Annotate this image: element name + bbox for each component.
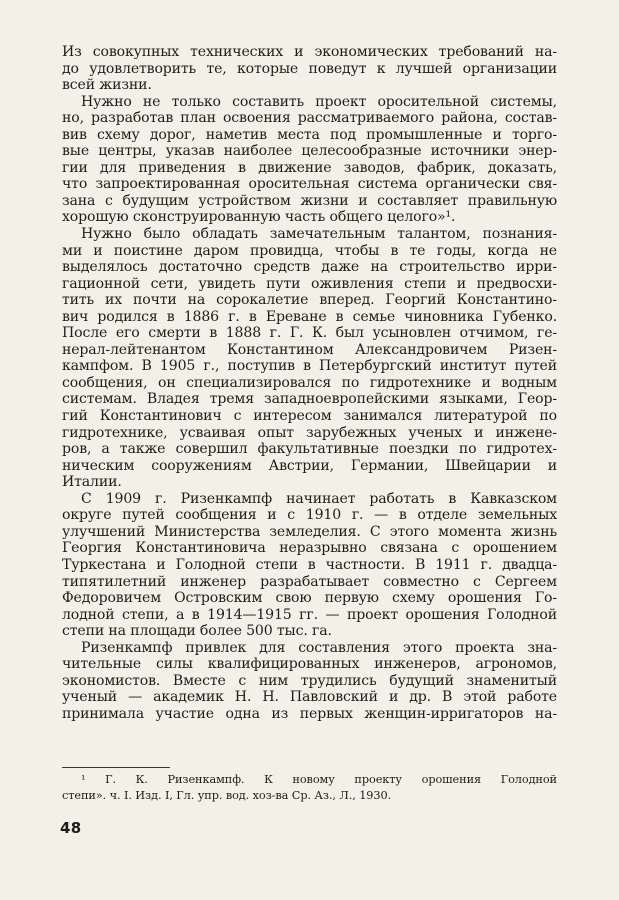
text-line: вые центры, указав наиболее целесообразные источники энер- — [62, 143, 557, 160]
text-line: вив схему дорог, наметив места под промышленные и торго- — [62, 126, 557, 143]
text-line: нерал-лейтенантом Константином Александровичем Ризен- — [62, 341, 557, 358]
text-line: степи на площади более 500 тыс. га. — [62, 623, 332, 640]
paragraph-first-line: Ризенкампф привлек для составления этого проекта зна- — [81, 639, 557, 656]
footnote-line: степи». ч. I. Изд. I, Гл. упр. вод. хоз-ва Ср. Аз., Л., 1930. — [62, 788, 392, 802]
text-line: Италии. — [62, 474, 122, 491]
footnote — [62, 772, 557, 803]
text-line: Федоровичем Островским свою первую схему орошения Го- — [62, 590, 557, 607]
text-line: гидротехнике, усваивая опыт зарубежных ученых и инжене- — [62, 424, 557, 441]
page-number: 48 — [60, 819, 82, 837]
text-line: системам. Владея тремя западноевропейскими языками, Геор- — [62, 391, 557, 408]
text-line: Из совокупных технических и экономических требований на- — [62, 44, 557, 60]
text-line: вич родился в 1886 г. в Ереване в семье чиновника Губенко. — [62, 308, 557, 325]
text-line: Георгия Константиновича неразрывно связана с орошением — [62, 540, 557, 557]
text-line: улучшений Министерства земледелия. С этого момента жизнь — [62, 523, 557, 540]
text-line: После его смерти в 1888 г. Г. К. был усыновлен отчимом, ге- — [62, 325, 557, 342]
text-line: типятилетний инженер разрабатывает совместно с Сергеем — [62, 573, 557, 590]
text-line: выделялось достаточно средств даже на строительство ирри- — [62, 259, 557, 276]
footnote-line: ¹ Г. К. Ризенкампф. К новому проекту орошения Голодной — [81, 773, 557, 786]
text-line: Туркестана и Голодной степи в частности. В 1911 г. двадца- — [62, 556, 557, 573]
text-line: принимала участие одна из первых женщин-ирригаторов на- — [62, 705, 557, 722]
paragraph-first-line: С 1909 г. Ризенкампф начинает работать в Кавказском — [81, 490, 557, 507]
text-line: тить их почти на сорокалетие вперед. Георгий Константино- — [62, 292, 557, 309]
text-line: ническим сооружениям Австрии, Германии, Швейцарии и — [62, 457, 557, 474]
text-line: но, разработав план освоения рассматриваемого района, состав- — [62, 110, 557, 127]
paragraph-first-line: Нужно не только составить проект оросительной системы, — [81, 93, 557, 110]
text-line: ми и поистине даром провидца, чтобы в те годы, когда не — [62, 242, 557, 259]
text-line: экономистов. Вместе с ним трудились будущий знаменитый — [62, 672, 557, 689]
text-line: гий Константинович с интересом занимался литературой по — [62, 408, 557, 425]
text-line: зана с будущим устройством жизни и составляет правильную — [62, 192, 557, 209]
text-line: сообщения, он специализировался по гидротехнике и водным — [62, 374, 557, 391]
text-line: чительные силы квалифицированных инженеров, агрономов, — [62, 656, 557, 673]
text-line: гационной сети, увидеть пути оживления степи и предвосхи- — [62, 275, 557, 292]
text-line: лодной степи, а в 1914—1915 гг. — проект орошения Голодной — [62, 606, 557, 623]
text-line: ученый — академик Н. Н. Павловский и др. В этой работе — [62, 689, 557, 706]
text-line: кампфом. В 1905 г., поступив в Петербургский институт путей — [62, 358, 557, 375]
text-line: до удовлетворить те, которые поведут к лучшей организации — [62, 60, 557, 77]
body-text — [62, 44, 557, 722]
text-line: гии для приведения в движение заводов, фабрик, доказать, — [62, 159, 557, 176]
text-line: округе путей сообщения и с 1910 г. — в отделе земельных — [62, 507, 557, 524]
footnote-divider — [62, 767, 170, 768]
paragraph-first-line: Нужно было обладать замечательным талантом, познания- — [81, 226, 557, 243]
text-line: ров, а также совершил факультативные поездки по гидротех- — [62, 441, 557, 458]
text-line: всей жизни. — [62, 77, 152, 94]
text-line: что запроектированная оросительная система органически свя- — [62, 176, 557, 193]
text-line: хорошую сконструированную часть общего целого»¹. — [62, 209, 456, 226]
